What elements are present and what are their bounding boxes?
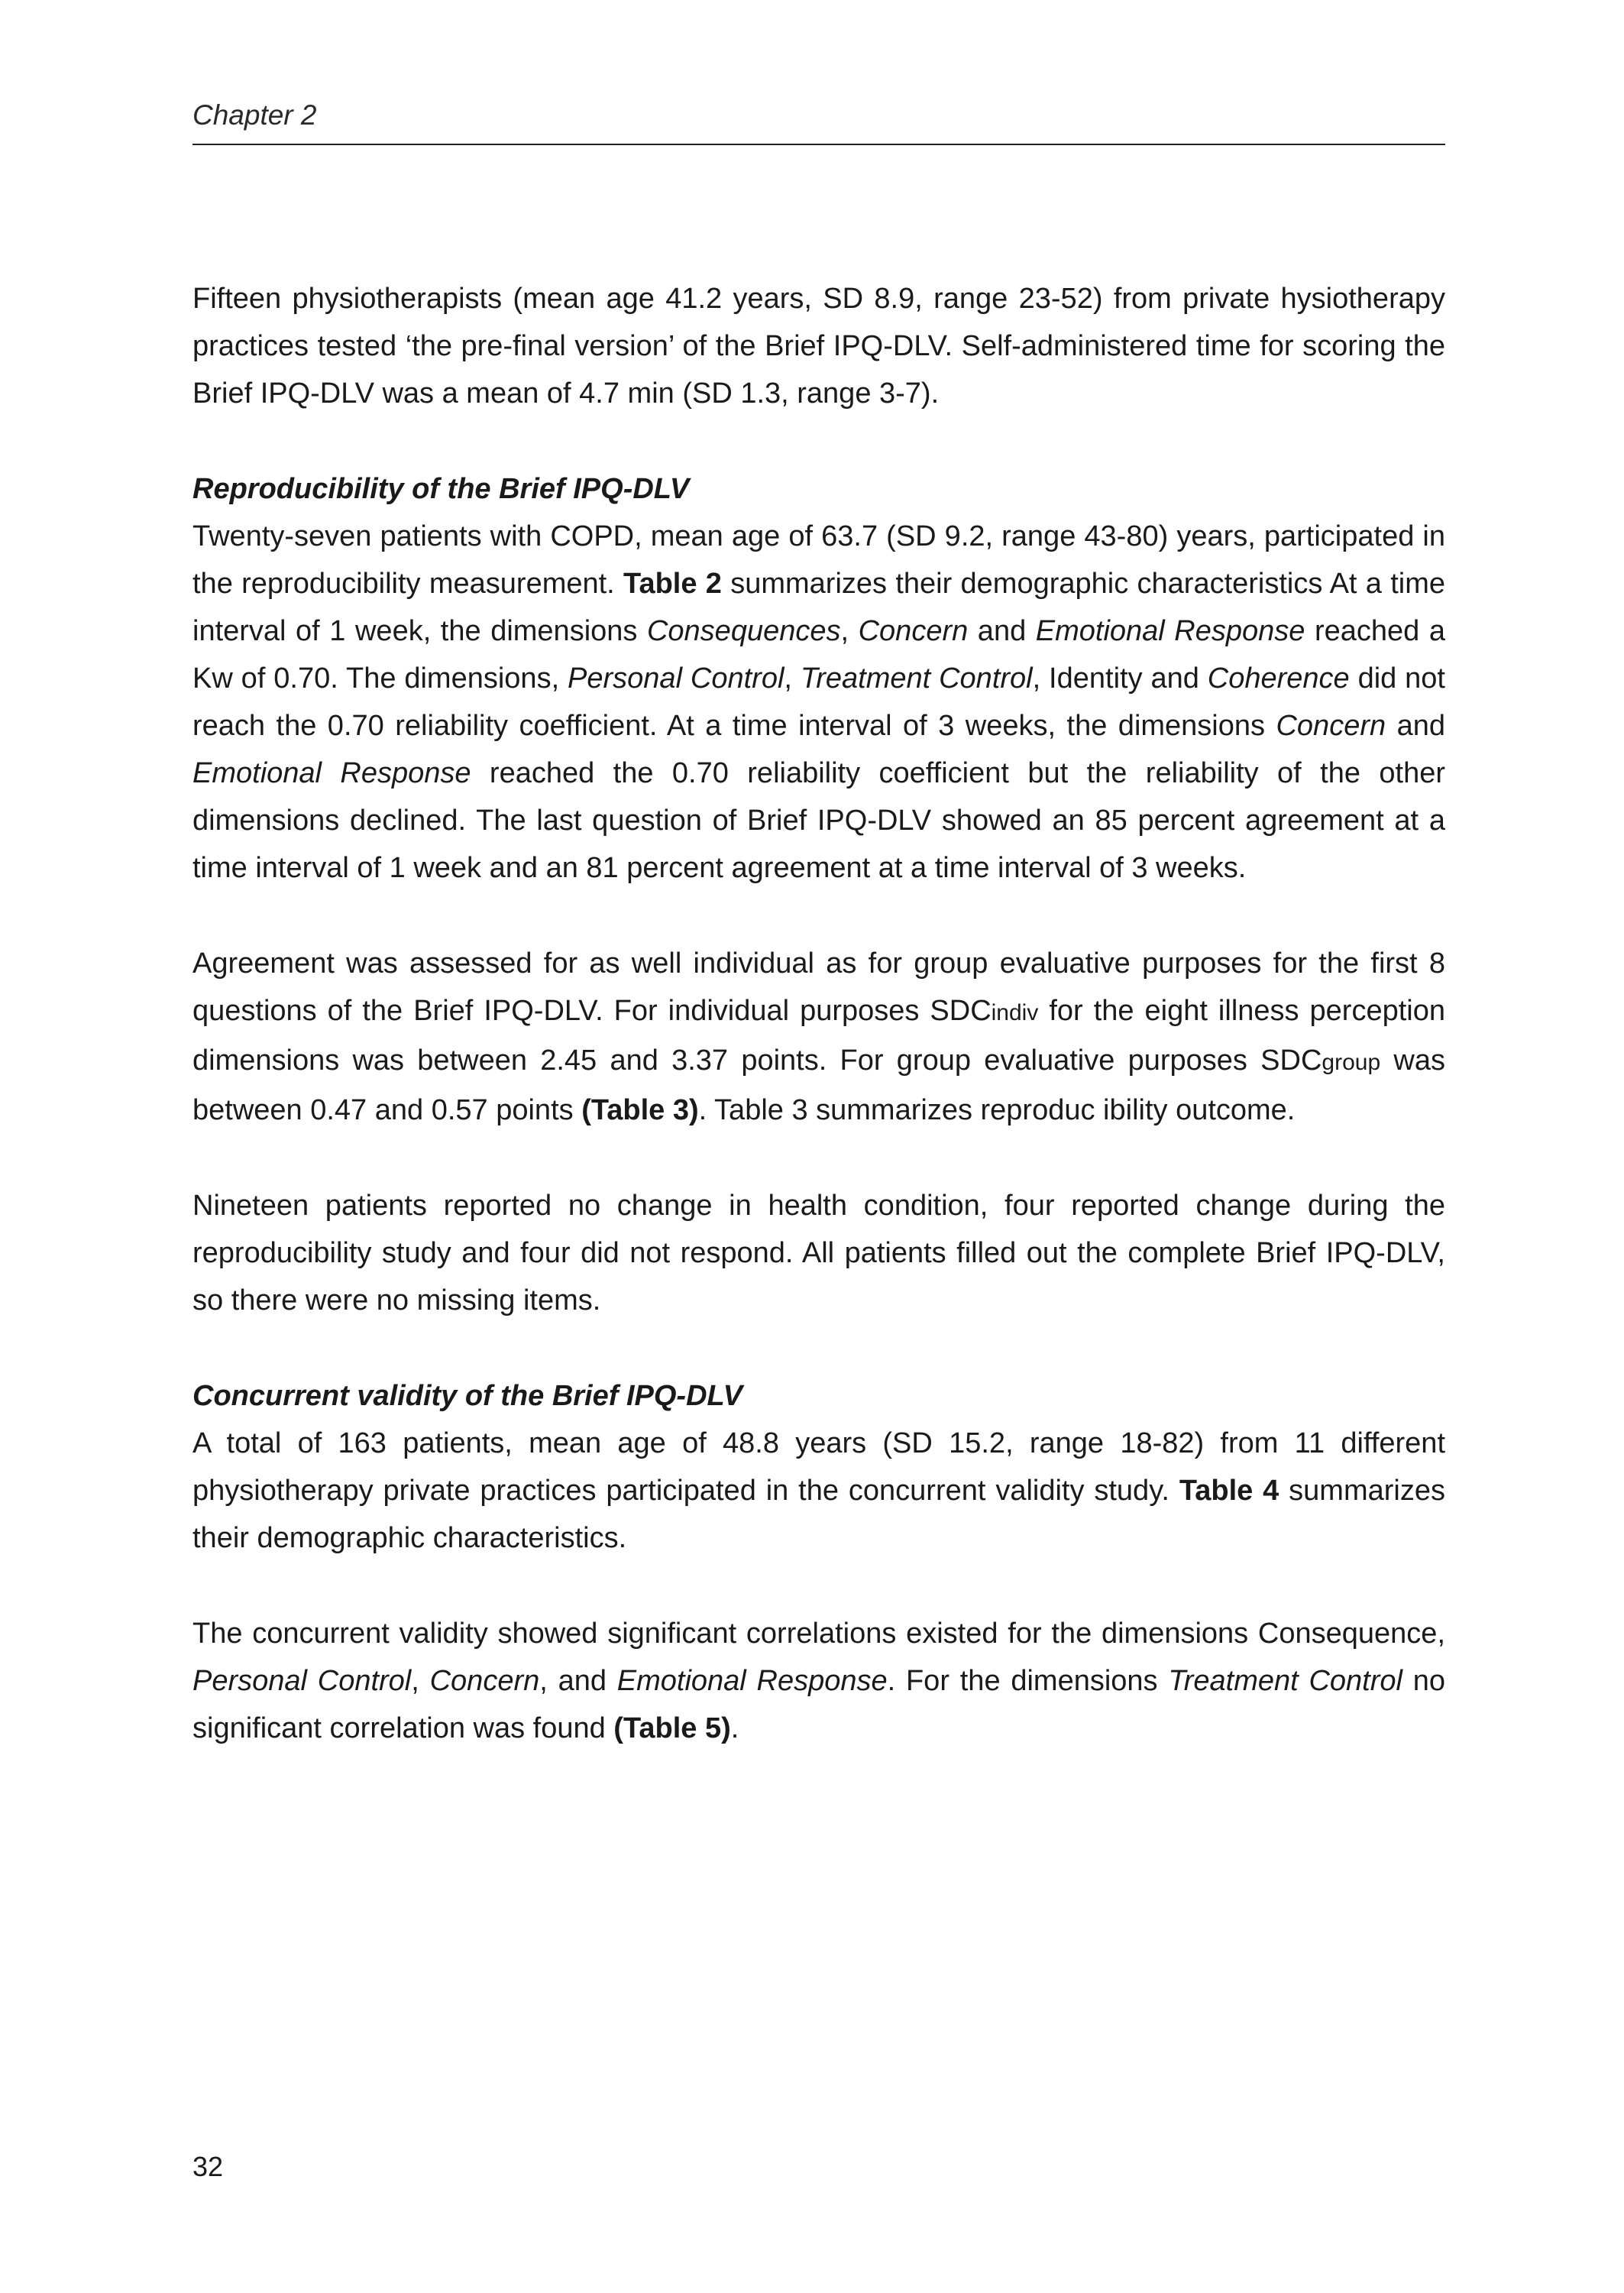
text-run: reached the 0.70 reliability coefficient but the reliability of the other dimensions declined. The last question of Brief IPQ-DLV showed an 85 percent agreement at a time interval of 1 week and an 81 percent agreement at a time interval of 3 weeks. [192,757,1446,884]
subscript-indiv: indiv [991,1000,1039,1025]
table-ref: (Table 3) [581,1094,699,1126]
body-text [192,275,1445,1800]
running-header [192,101,1445,145]
paragraph-concurrent-correlations [192,1610,1445,1752]
paragraph-reproducibility [192,513,1445,892]
text-run: A total of 163 patients, mean age of 48.8 years (SD 15.2, range 18-82) from 11 different physiotherapy private practices participated in the concurrent validity study. [192,1427,1445,1507]
text-run: , [411,1665,430,1697]
dimension-term: Emotional Response [192,757,471,789]
text-run: . Table 3 summarizes reproduc ibility outcome. [698,1094,1296,1126]
text-run: and [968,615,1036,647]
dimension-term: Consequences [646,615,841,647]
text-run: summarizes their demographic characteristics. [192,1475,1445,1554]
dimension-term: Concern [429,1665,540,1697]
chapter-label: Chapter 2 [192,99,317,131]
dimension-term: Coherence [1207,662,1350,695]
text-run: reached a Kw of 0.70. The dimensions, [192,615,1445,695]
heading-reproducibility: Reproducibility of the Brief IPQ-DLV [192,473,690,505]
dimension-term: Emotional Response [616,1665,888,1697]
text-run: was between 0.47 and 0.57 points [192,1044,1445,1126]
text-run: , [840,615,859,647]
dimension-term: Treatment Control [1168,1665,1402,1697]
text-run: , [784,662,801,695]
paragraph-agreement [192,940,1445,1134]
text-run: Twenty-seven patients with COPD, mean age of 63.7 (SD 9.2, range 43-80) years, participated in the reproducibility measurement. [192,520,1445,600]
text-run: Agreement was assessed for as well individual as for group evaluative purposes for the first 8 questions of the Brief IPQ-DLV. For individual purposes SDC [192,947,1445,1027]
text-run: . For the dimensions [887,1665,1169,1697]
paragraph-physiotherapists: Fifteen physiotherapists (mean age 41.2 years, SD 8.9, range 23-52) from private hysiotherapy practices tested ‘the pre-final version’ of the Brief IPQ-DLV. Self-administered time for scoring the Brief IPQ-DLV was a mean of 4.7 min (SD 1.3, range 3-7). [192,283,1445,410]
text-run: . [730,1712,739,1744]
table-ref: Table 2 [623,568,722,600]
text-run: no significant correlation was found [192,1665,1446,1744]
text-run: , and [539,1665,617,1697]
dimension-term: Emotional Response [1035,615,1305,647]
dimension-term: Treatment Control [800,662,1033,695]
heading-concurrent-validity: Concurrent validity of the Brief IPQ-DLV [192,1380,742,1412]
text-run: for the eight illness perception dimensions was between 2.45 and 3.37 points. For group evaluative purposes SDC [192,995,1445,1077]
paragraph-health-condition: Nineteen patients reported no change in health condition, four reported change during the reproducibility study and four did not respond. All patients filled out the complete Brief IPQ-DLV, so there were no missing items. [192,1190,1445,1317]
text-run: and [1386,710,1445,742]
text-run: summarizes their demographic characteristics At a time interval of 1 week, the dimensions [192,568,1445,647]
text-run: The concurrent validity showed significant correlations existed for the dimensions Consequence, [192,1618,1445,1650]
text-run: did not reach the 0.70 reliability coefficient. At a time interval of 3 weeks, the dimensions [192,662,1445,742]
text-run: , Identity and [1032,662,1208,695]
dimension-term: Personal Control [192,1665,412,1697]
paragraph-concurrent-patients [192,1420,1445,1562]
dimension-term: Concern [1276,710,1386,742]
page-number: 32 [192,2151,224,2182]
subscript-group: group [1322,1050,1381,1075]
dimension-term: Concern [858,615,969,647]
dimension-term: Personal Control [568,662,785,695]
table-ref: Table 4 [1179,1475,1279,1507]
table-ref: (Table 5) [613,1712,731,1744]
